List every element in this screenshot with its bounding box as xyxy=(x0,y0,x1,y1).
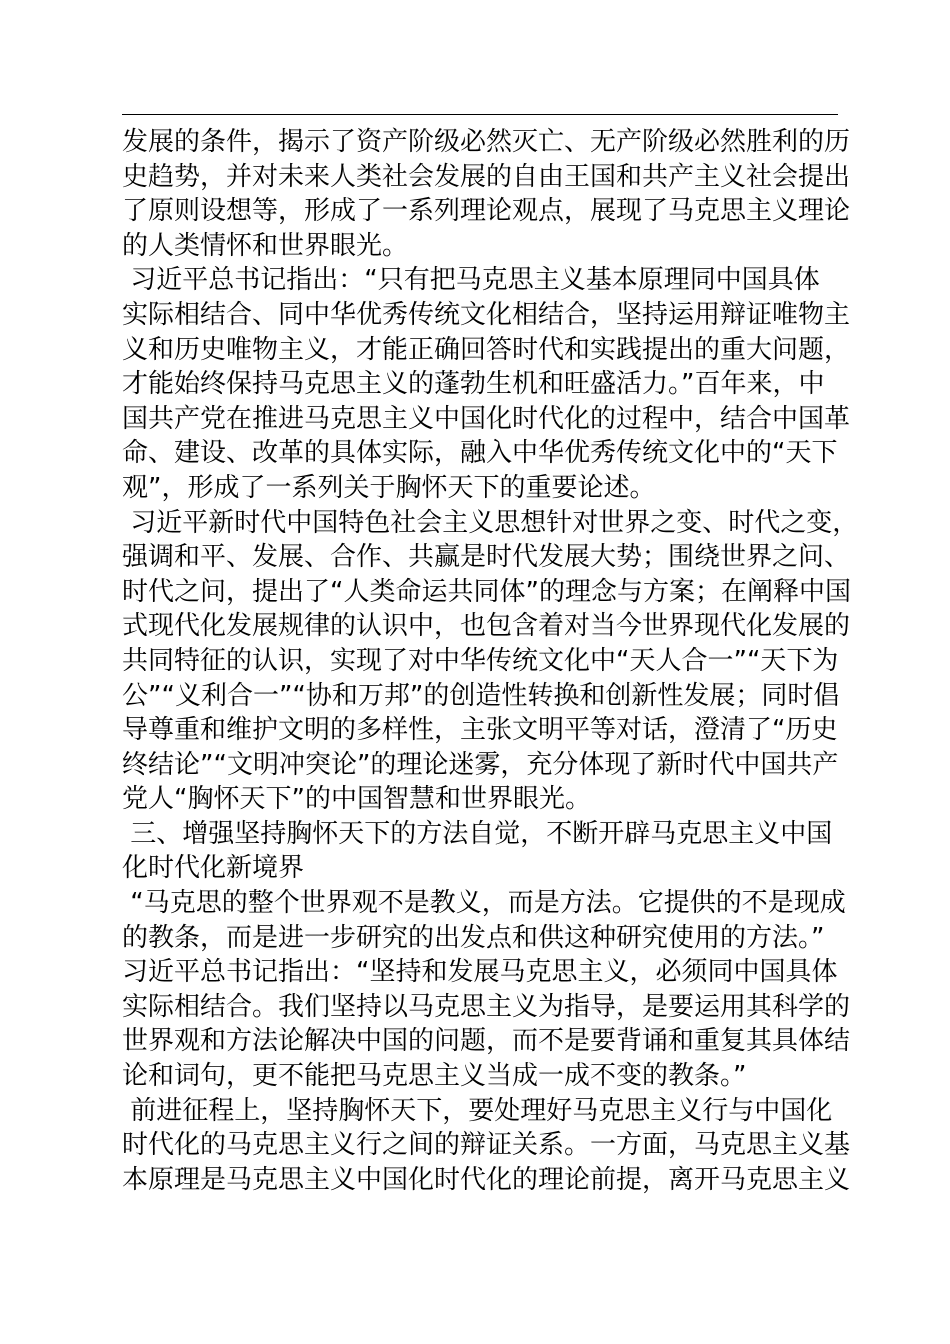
header-rule xyxy=(122,114,838,115)
section-heading-line: 三、增强坚持胸怀天下的方法自觉，不断开辟马克思主义中国 xyxy=(122,818,833,849)
text-line: 世界观和方法论解决中国的问题，而不是要背诵和重复其具体结 xyxy=(122,1026,851,1057)
text-line: 党人“胸怀天下”的中国智慧和世界眼光。 xyxy=(122,784,591,815)
text-line: 实际相结合、同中华优秀传统文化相结合，坚持运用辩证唯物主 xyxy=(122,299,851,330)
text-line: 终结论”“文明冲突论”的理论迷雾，充分体现了新时代中国共产 xyxy=(122,749,839,780)
text-line: 公”“义利合一”“协和万邦”的创造性转换和创新性发展；同时倡 xyxy=(122,680,840,711)
text-line: 习近平新时代中国特色社会主义思想针对世界之变、时代之变， xyxy=(122,507,859,538)
text-line: 观”，形成了一系列关于胸怀天下的重要论述。 xyxy=(122,472,656,503)
text-line: 时代之问，提出了“人类命运共同体”的理念与方案；在阐释中国 xyxy=(122,576,851,607)
text-line: 论和词句，更不能把马克思主义当成一成不变的教条。” xyxy=(122,1061,747,1092)
text-line: 的教条，而是进一步研究的出发点和供这种研究使用的方法。” xyxy=(122,922,825,953)
text-line: 史趋势，并对未来人类社会发展的自由王国和共产主义社会提出 xyxy=(122,161,851,192)
text-line: 本原理是马克思主义中国化时代化的理论前提，离开马克思主义 xyxy=(122,1164,851,1195)
document-body xyxy=(122,125,862,1197)
text-line: 强调和平、发展、合作、共赢是时代发展大势；围绕世界之问、 xyxy=(122,542,851,573)
text-line: 实际相结合。我们坚持以马克思主义为指导，是要运用其科学的 xyxy=(122,991,851,1022)
text-line: 习近平总书记指出：“坚持和发展马克思主义，必须同中国具体 xyxy=(122,957,838,988)
text-line: 时代化的马克思主义行之间的辩证关系。一方面，马克思主义基 xyxy=(122,1130,851,1161)
text-line: 命、建设、改革的具体实际，融入中华优秀传统文化中的“天下 xyxy=(122,438,838,469)
text-line: 前进征程上，坚持胸怀天下，要处理好马克思主义行与中国化 xyxy=(122,1095,833,1126)
text-line: 导尊重和维护文明的多样性，主张文明平等对话，澄清了“历史 xyxy=(122,715,838,746)
text-line: 发展的条件，揭示了资产阶级必然灭亡、无产阶级必然胜利的历 xyxy=(122,127,851,157)
text-line: 共同特征的认识，实现了对中华传统文化中“天人合一”“天下为 xyxy=(122,645,839,676)
text-line: 才能始终保持马克思主义的蓬勃生机和旺盛活力。”百年来，中 xyxy=(122,369,825,400)
text-line: 习近平总书记指出：“只有把马克思主义基本原理同中国具体 xyxy=(122,265,820,296)
text-line: 了原则设想等，形成了一系列理论观点，展现了马克思主义理论 xyxy=(122,196,851,227)
text-line: 式现代化发展规律的认识中，也包含着对当今世界现代化发展的 xyxy=(122,611,851,642)
section-heading-line: 化时代化新境界 xyxy=(122,853,305,884)
text-line: 国共产党在推进马克思主义中国化时代化的过程中，结合中国革 xyxy=(122,403,851,434)
text-line: 义和历史唯物主义，才能正确回答时代和实践提出的重大问题， xyxy=(122,334,851,365)
text-line: 的人类情怀和世界眼光。 xyxy=(122,230,409,261)
text-line: “马克思的整个世界观不是教义，而是方法。它提供的不是现成 xyxy=(122,888,846,919)
